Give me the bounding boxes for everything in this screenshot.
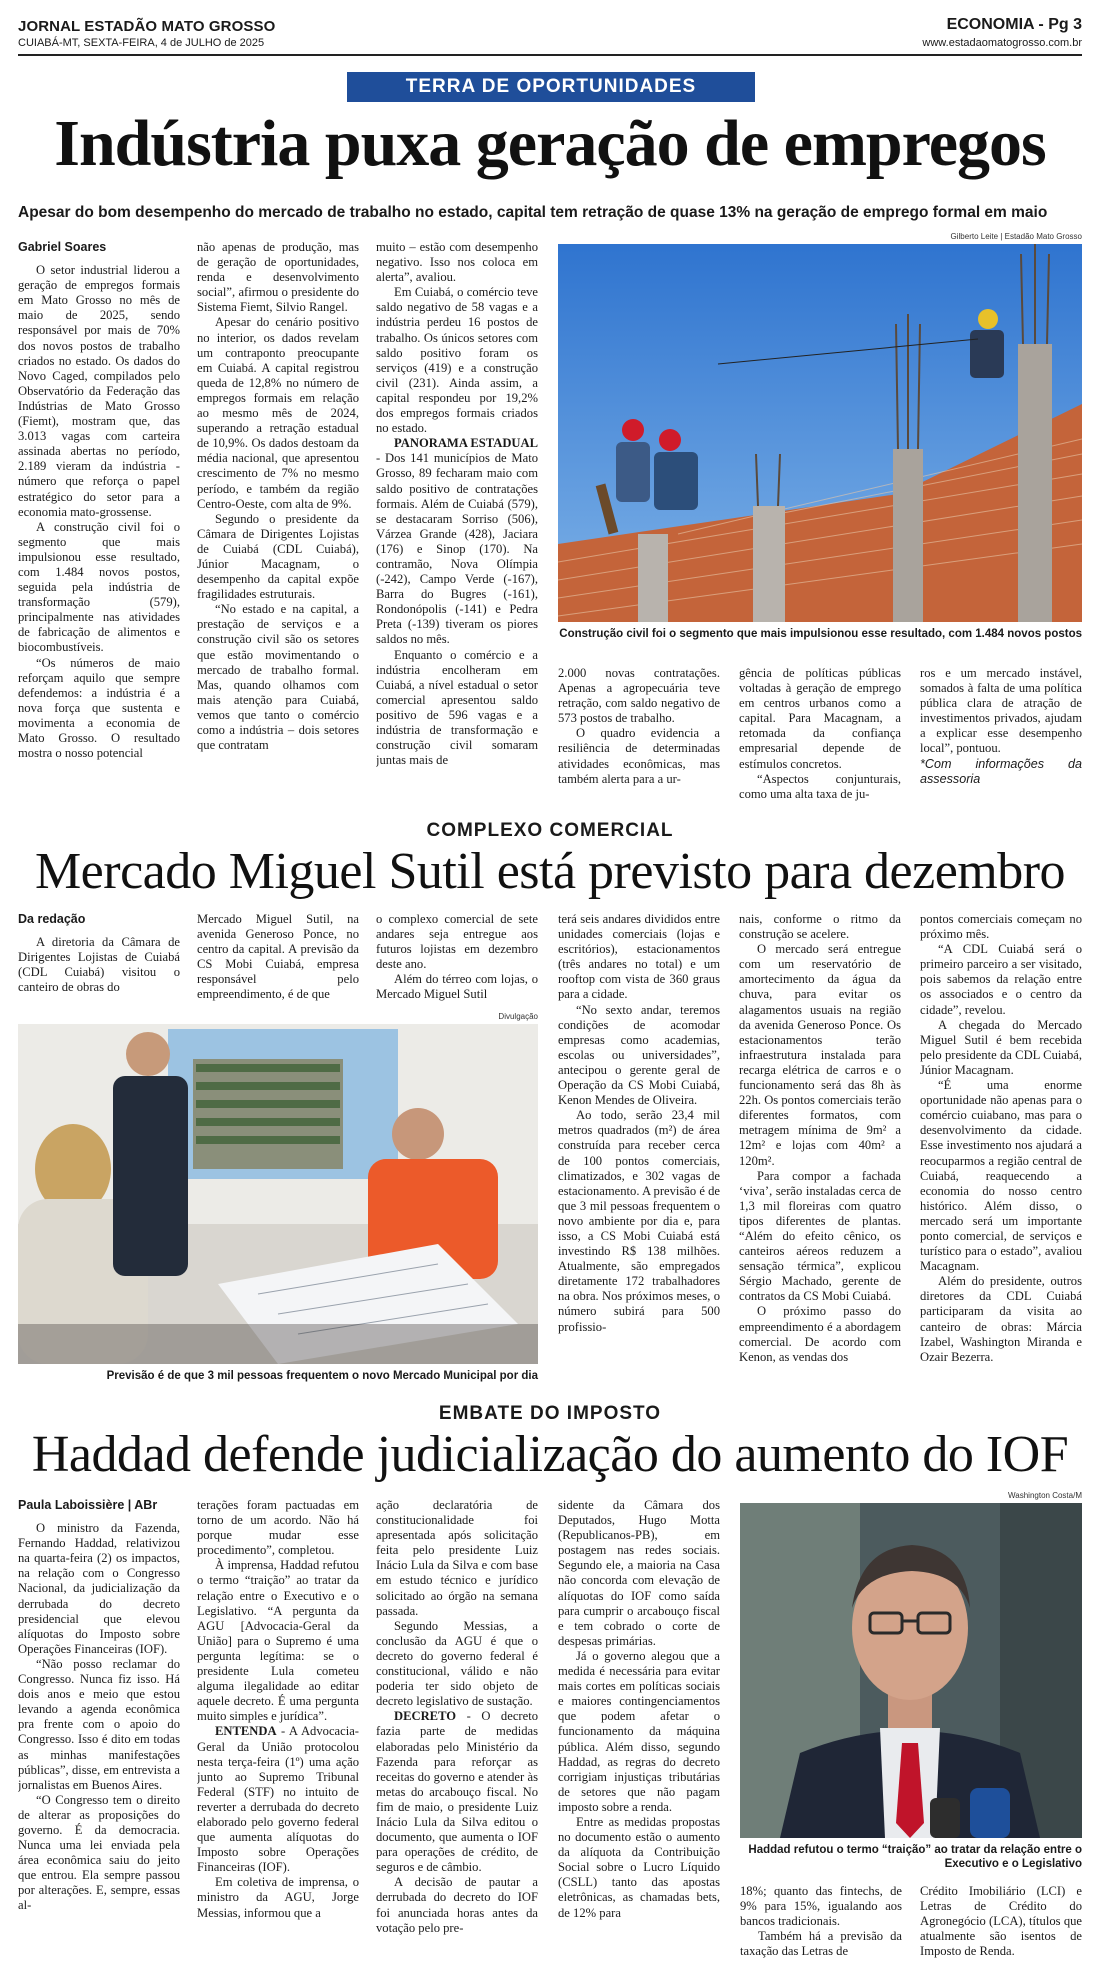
paragraph: - Dos 141 municípios de Mato Grosso, 89 fecharam maio com saldo positivo de contratações formais. Além de Cuiabá (579), se destacaram Sorriso (506), Várzea Grande (428), Jaciara (176) e Sinop (170). Na contramão, Nova Olímpia (-242), Campo Verde (-167), Barra do Bugres (-161), Rondonópolis (-141) e Pedra Preta (-139) tiveram os piores saldos no mês. [376, 451, 538, 647]
paragraph: - O decreto fazia parte de medidas elaboradas pelo Ministério da Fazenda para reforçar as receitas do governo e atender às metas do arcabouço fiscal. No fim de maio, o presidente Luiz Inácio Lula da Silva editou o documento, que aumenta o IOF para operações de crédito, de seguros e de câmbio. [376, 1709, 538, 1875]
article2-column-4 [558, 912, 720, 1386]
article3-byline: Paula Laboissière | ABr [18, 1498, 158, 1512]
paragraph: O quadro evidencia a resiliência de determinadas atividades econômicas, mas também alerta para a ur- [558, 726, 720, 786]
article2-headline: Mercado Miguel Sutil está previsto para dezembro [34, 843, 1066, 900]
paragraph: 2.000 novas contratações. Apenas a agropecuária teve retração, com saldo negativo de 573 postos de trabalho. [558, 666, 720, 726]
paragraph: “Os números de maio reforçam aquilo que sempre defendemos: a indústria é a nova força que sustenta e movimenta a economia de Mato Grosso. O resultado mostra o nosso potencial [18, 655, 180, 761]
article1-kicker: TERRA DE OPORTUNIDADES [347, 72, 755, 102]
article2-photo-credit: Divulgação [498, 1012, 538, 1021]
paragraph: terá seis andares divididos entre unidades comerciais (lojas e escritórios), estacionamentos (três andares no total) e um rooftop com vista de 360 graus para a cidade. [558, 912, 720, 1002]
paragraph: Entre as medidas propostas no documento estão o aumento da alíquota da Contribuição Social sobre o Lucro Líquido (CSLL) tanto das apostas eletrônicas, as chamadas bets, de 12% para [558, 1814, 720, 1920]
article1-headline: Indústria puxa geração de empregos [54, 107, 1046, 180]
paragraph: Além do térreo com lojas, o Mercado Miguel Sutil [376, 972, 538, 1002]
article2-photo-caption: Previsão é de que 3 mil pessoas frequentem o novo Mercado Municipal por dia [106, 1370, 538, 1382]
paragraph: não apenas de produção, mas de geração de oportunidades, renda e desenvolvimento social”, afirmou o presidente do Sistema Fiemt, Silvio Rangel. [197, 240, 359, 315]
article1-photo-caption: Construção civil foi o segmento que mais impulsionou esse resultado, com 1.484 novos postos [559, 628, 1082, 640]
article1-subhead: Apesar do bom desempenho do mercado de trabalho no estado, capital tem retração de quase 13% na geração de emprego formal em maio [18, 204, 1048, 221]
paragraph: pontos comerciais começam no próximo mês. [920, 912, 1082, 942]
article1-photo-credit: Gilberto Leite | Estadão Mato Grosso [950, 232, 1082, 241]
article3-photo-caption: Haddad refutou o termo “traição” ao tratar da relação entre o Executivo e o Legislativo [748, 1844, 1082, 1870]
article3-headline: Haddad defende judicialização do aumento do IOF [31, 1426, 1069, 1483]
article2-column-3 [376, 912, 538, 1012]
article3-column-2 [197, 1498, 359, 1960]
article2-column-5 [739, 912, 901, 1386]
section-page: ECONOMIA - Pg 3 [946, 16, 1082, 33]
construction-workers-photo [558, 244, 1082, 622]
paragraph: O ministro da Fazenda, Fernando Haddad, relativizou na quarta-feira (2) os impactos, na relação com o Congresso Nacional, da judicialização da derrubada do decreto presidencial que elevou alíquotas do Imposto sobre Operações Financeiras (IOF). [18, 1521, 180, 1656]
paragraph: terações foram pactuadas em torno de um acordo. Não há porque mudar esse procedimento”, completou. [197, 1498, 359, 1558]
article1-column-1 [18, 240, 180, 800]
paragraph: Enquanto o comércio e a indústria encolheram em Cuiabá, a nível estadual o setor comercial apresentou saldo positivo de 596 vagas e a indústria de transformação e construção civil somaram juntas mais de [376, 647, 538, 768]
article3-column-1 [18, 1498, 180, 1960]
paragraph: Ao todo, serão 23,4 mil metros quadrados (m²) de área construída para receber cerca de 100 pontos comerciais, climatizados, e 302 vagas de estacionamento. A previsão é de que 3 mil pessoas frequentem o novo ambiente por dia e, para isso, a CS Mobi Cuiabá está investindo R$ 138 milhões. Atualmente, são empregados diretamente 172 trabalhadores na obra. Nos próximos meses, o número subirá para 500 profissio- [558, 1108, 720, 1334]
paragraph: gência de políticas públicas voltadas à geração de emprego em centros urbanos como a capital. Para Macagnam, a retomada da confiança empresarial depende de estímulos concretos. [739, 666, 901, 771]
article3-column-6 [920, 1884, 1082, 1964]
paragraph: Em Cuiabá, o comércio teve saldo negativo de 58 vagas e a indústria perdeu 16 postos de trabalho. Os únicos setores com saldo positivo foram os serviços (419) e a construção civil (231). Ainda assim, a capital respondeu por 19,2% dos empregos formais criados no estado. [376, 285, 538, 436]
paragraph: Crédito Imobiliário (LCI) e Letras de Crédito do Agronegócio (LCA), títulos que atualmente são isentos de Imposto de Renda. [920, 1884, 1082, 1959]
paragraph: “Aspectos conjunturais, como uma alta taxa de ju- [739, 771, 901, 801]
paragraph: “No estado e na capital, a prestação de serviços e a construção civil são os setores que estão movimentando o mercado de trabalho formal. Mas, quando olhamos com mais atenção para Cuiabá, vemos que tanto o comércio como a indústria – dois setores que contratam [197, 602, 359, 753]
paragraph: Em coletiva de imprensa, o ministro da AGU, Jorge Messias, informou que a [197, 1875, 359, 1920]
paragraph: o complexo comercial de sete andares seja entregue aos futuros lojistas em dezembro deste ano. [376, 912, 538, 972]
paragraph: A diretoria da Câmara de Dirigentes Lojistas de Cuiabá (CDL Cuiabá) visitou o canteiro de obras do [18, 935, 180, 995]
paragraph: O próximo passo do empreendimento é a abordagem comercial. De acordo com Kenon, as vendas dos [739, 1304, 901, 1364]
paragraph: - A Advocacia-Geral da União protocolou nesta terça-feira (1º) uma ação junto ao Supremo Tribunal Federal (STF) no intuito de reverter a derrubada do decreto elaborado pelo governo federal que aumenta alíquotas do Imposto sobre Operações Financeiras (IOF). [197, 1724, 359, 1875]
paragraph: A chegada do Mercado Miguel Sutil é bem recebida pelo presidente da CDL Cuiabá, Júnior Macagnam. [920, 1017, 1082, 1077]
paragraph: Além do presidente, outros diretores da CDL Cuiabá participaram da visita ao canteiro de obras: Márcia Izabel, Washington Miranda e Ozair Bezerra. [920, 1274, 1082, 1364]
paragraph: O setor industrial liderou a geração de empregos formais em Mato Grosso no mês de maio de 2025, sendo responsável por mais de 70% dos novos postos de trabalho criados no estado. Os dados do Novo Caged, compilados pelo Observatório da Federação das Indústrias de Mato Grosso (Fiemt), mostram que, das 3.013 vagas com carteira assinada abertas no período, 2.189 vieram da indústria - número que reforça o papel estratégico do setor para a economia mato-grossense. [18, 263, 180, 519]
paragraph: O mercado será entregue com um reservatório de amortecimento da água da chuva, para evitar os alagamentos usuais na região da avenida Generoso Ponce. Os estacionamentos terão infraestrutura instalada para recarga elétrica de carros e o funcionamento será das 8h às 22h. Os pontos comerciais terão diferentes formatos, com metragem mínima de 9m² a 12m² e lojas com 40m² a 120m². [739, 942, 901, 1168]
paragraph: A decisão de pautar a derrubada do decreto do IOF foi anunciada horas antes da votação pelo pre- [376, 1875, 538, 1935]
paragraph: À imprensa, Haddad refutou o termo “traição” ao tratar da relação entre o Executivo e o Legislativo. “A pergunta da AGU [Advocacia-Geral da União] para o Supremo é uma pergunta legítima: se o presidente Lula cometeu alguma ilegalidade ao editar aquele decreto. É uma pergunta muito simples e jurídica”. [197, 1558, 359, 1724]
paragraph: “Não posso reclamar do Congresso. Nunca fiz isso. Há dois anos e meio que estou levando a agenda econômica pra frente com o apoio do Congresso. Isso é dito em todas as minhas manifestações públicas”, disse, em entrevista a jornalistas em Buenos Aires. [18, 1656, 180, 1792]
paragraph: 18%; quanto das fintechs, de 9% para 15%, igualando aos bancos tradicionais. [740, 1884, 902, 1929]
paragraph: Apesar do cenário positivo no interior, os dados revelam um contraponto preocupante em Cuiabá. A capital registrou queda de 12,8% no número de empregos formais em relação ao mesmo mês de 2024, superando a retração estadual de 10,9%. Os dados destoam da média nacional, que apresentou crescimento de 7% no mesmo período, e também da região Centro-Oeste, com alta de 9%. [197, 315, 359, 511]
paragraph: “No sexto andar, teremos condições de acomodar empresas como academias, escolas ou universidades”, antecipou o gerente geral de Operação da CS Mobi Cuiabá, Kenon Mendes de Oliveira. [558, 1002, 720, 1108]
paragraph: Já o governo alegou que a medida é necessária para evitar mais cortes em políticas sociais e maiores contingenciamentos que podem afetar o funcionamento da máquina pública. Além disso, segundo Haddad, as regras do decreto corrigiam injustiças tributárias de setores que não pagam imposto sobre a renda. [558, 1648, 720, 1814]
subsection-lead: DECRETO [394, 1709, 457, 1724]
article1-byline: Gabriel Soares [18, 240, 107, 254]
article3-column-5 [740, 1884, 902, 1964]
article2-kicker: COMPLEXO COMERCIAL [426, 820, 674, 841]
paragraph: A construção civil foi o segmento que mais impulsionou esse resultado, com 1.484 novos postos, seguida pela indústria de transformação (579), principalmente nas atividades de fabricação de alimentos e biocombustíveis. [18, 519, 180, 655]
header-rule [18, 54, 1082, 56]
article3-kicker: EMBATE DO IMPOSTO [438, 1403, 662, 1424]
paragraph: Mercado Miguel Sutil, na avenida Generoso Ponce, no centro da capital. A previsão da CS Mobi Cuiabá, empresa responsável pelo empreendimento, é de que [197, 912, 359, 1002]
article3-column-4 [558, 1498, 720, 1960]
article3-photo-credit: Washington Costa/M [1008, 1491, 1082, 1500]
article3-column-3 [376, 1498, 538, 1960]
paragraph: “É uma enorme oportunidade não apenas para o comércio cuiabano, mas para o desenvolvimento da cidade. Esse investimento nos ajudará a reocuparmos a região central de Cuiabá, reaquecendo a economia do nosso centro histórico. Além disso, o mercado será um importante ponto comercial, de serviços e turístico para o estado”, avaliou Macagnam. [920, 1078, 1082, 1274]
paragraph: ação declaratória de constitucionalidade foi apresentada após solicitação feita pelo presidente Luiz Inácio Lula da Silva e com base em estudo técnico e jurídico solicitado ao órgão na semana passada. [376, 1498, 538, 1618]
article1-column-6 [920, 666, 1082, 806]
article2-column-6 [920, 912, 1082, 1386]
article1-column-5 [739, 666, 901, 806]
paragraph: Segundo o presidente da Câmara de Dirigentes Lojistas de Cuiabá (CDL Cuiabá), Júnior Macagnam, o desempenho da capital expõe fragilidades estruturais. [197, 511, 359, 602]
paragraph: Segundo Messias, a conclusão da AGU é que o decreto do governo federal é constitucional, válido e não poderia ter sido objeto de decreto legislativo de sustação. [376, 1618, 538, 1709]
subsection-lead: PANORAMA ESTADUAL [394, 436, 538, 451]
article1-column-2 [197, 240, 359, 800]
paragraph: sidente da Câmara dos Deputados, Hugo Motta (Republicanos-PB), em postagem nas redes sociais. Segundo ele, a maioria na Casa não concorda com elevação de alíquotas do IOF como saída para cumprir o arcabouço fiscal e tem cobrado o corte de despesas primárias. [558, 1498, 720, 1648]
paragraph: Também há a previsão da taxação das Letras de [740, 1929, 902, 1959]
subsection-lead: ENTENDA [215, 1724, 277, 1739]
haddad-portrait-photo [740, 1503, 1082, 1838]
article1-column-3 [376, 240, 538, 800]
website-link[interactable]: www.estadaomatogrosso.com.br [922, 37, 1082, 49]
newspaper-name: JORNAL ESTADÃO MATO GROSSO [18, 18, 276, 35]
article2-column-2 [197, 912, 359, 1012]
article2-column-1 [18, 912, 180, 1012]
article1-column-4 [558, 666, 720, 806]
paragraph: “A CDL Cuiabá será o primeiro parceiro a ser visitado, pois sabemos da relação entre os associados e o centro da cidade”, revelou. [920, 942, 1082, 1017]
paragraph: Para compor a fachada ‘viva’, serão instaladas cerca de 1,3 mil floreiras com quatro tipos diferentes de plantas. “Além do efeito cênico, os canteiros aéreos reduzem a sensação térmica”, explicou Sérgio Machado, gerente de contratos da CS Mobi Cuiabá. [739, 1168, 901, 1304]
paragraph: “O Congresso tem o direito de alterar as proposições do governo. É da democracia. Nunca uma lei enviada pela área econômica saiu do jeito que entrou. Ela sempre passou por alterações. E, sempre, essas al- [18, 1792, 180, 1913]
article1-note: *Com informações da assessoria [920, 756, 1082, 786]
paragraph: nais, conforme o ritmo da construção se acelere. [739, 912, 901, 942]
market-visit-photo [18, 1024, 538, 1364]
paragraph: muito – estão com desempenho negativo. Isso nos coloca em alerta”, avaliou. [376, 240, 538, 285]
article2-byline: Da redação [18, 912, 86, 926]
dateline: CUIABÁ-MT, SEXTA-FEIRA, 4 de JULHO de 2025 [18, 37, 265, 49]
paragraph: ros e um mercado instável, somados à falta de uma política pública clara de atração de investimentos privados, ajudam a explicar esse desempenho local”, pontuou. [920, 666, 1082, 756]
